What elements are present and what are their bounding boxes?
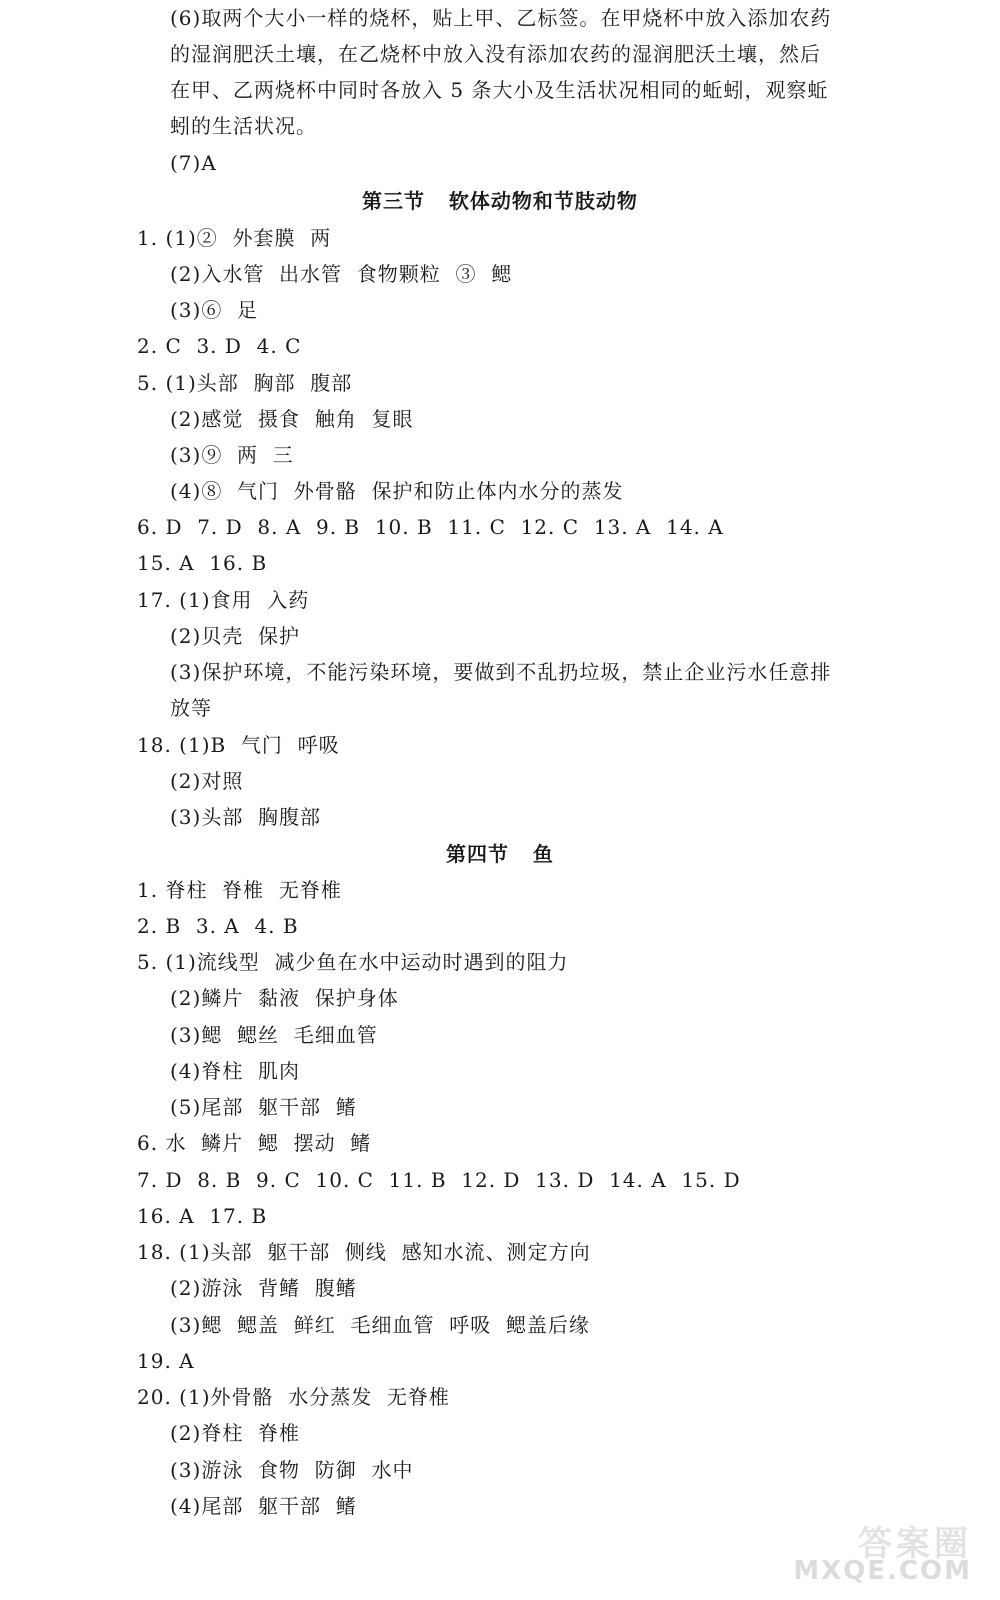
text-line: (4)脊柱 肌肉 [170, 1059, 301, 1083]
text-line: 16. A 17. B [137, 1204, 268, 1228]
text-line: (2)入水管 出水管 食物颗粒 ③ 鳃 [170, 262, 513, 286]
text-line: 18. (1)头部 躯干部 侧线 感知水流、测定方向 [137, 1240, 591, 1264]
text-line: (2)鳞片 黏液 保护身体 [170, 986, 399, 1010]
text-line: 2. B 3. A 4. B [137, 914, 299, 938]
text-line: 18. (1)B 气门 呼吸 [137, 733, 340, 757]
text-line: 1. (1)② 外套膜 两 [137, 226, 332, 250]
text-line: 20. (1)外骨骼 水分蒸发 无脊椎 [137, 1385, 450, 1409]
text-line: 1. 脊柱 脊椎 无脊椎 [137, 878, 342, 902]
text-line: (2)贝壳 保护 [170, 624, 301, 648]
text-line: 7. D 8. B 9. C 10. C 11. B 12. D 13. D 14. A 15. D [137, 1168, 741, 1192]
text-line: (3)保护环境，不能污染环境，要做到不乱扔垃圾，禁止企业污水任意排 [170, 660, 832, 684]
text-line: (7)A [170, 151, 217, 175]
text-line: 6. D 7. D 8. A 9. B 10. B 11. C 12. C 13. A 14. A [137, 515, 724, 539]
text-line: (6)取两个大小一样的烧杯，贴上甲、乙标签。在甲烧杯中放入添加农药 [170, 6, 832, 30]
text-line: (4)⑧ 气门 外骨骼 保护和防止体内水分的蒸发 [170, 479, 624, 503]
text-line: (2)游泳 背鳍 腹鳍 [170, 1276, 357, 1300]
text-line: 5. (1)流线型 减少鱼在水中运动时遇到的阻力 [137, 950, 569, 974]
section-heading: 第四节 鱼 [446, 842, 554, 866]
watermark-logo-text: 答案圈 [858, 1524, 972, 1564]
text-line: 19. A [137, 1349, 195, 1373]
text-line: (2)对照 [170, 769, 244, 793]
text-line: 在甲、乙两烧杯中同时各放入 5 条大小及生活状况相同的蚯蚓，观察蚯 [170, 78, 829, 102]
text-line: (3)游泳 食物 防御 水中 [170, 1458, 414, 1482]
text-line: (3)⑥ 足 [170, 298, 259, 322]
text-line: (3)鳃 鳃丝 毛细血管 [170, 1023, 378, 1047]
text-line: (2)感觉 摄食 触角 复眼 [170, 407, 414, 431]
text-line: 2. C 3. D 4. C [137, 334, 302, 358]
text-line: (5)尾部 躯干部 鳍 [170, 1095, 357, 1119]
text-line: 放等 [170, 696, 212, 720]
text-line: (3)⑨ 两 三 [170, 443, 294, 467]
text-line: (3)头部 胸腹部 [170, 805, 322, 829]
text-line: 5. (1)头部 胸部 腹部 [137, 371, 353, 395]
site-watermark [793, 1516, 972, 1586]
text-line: 15. A 16. B [137, 551, 268, 575]
text-line: 的湿润肥沃土壤，在乙烧杯中放入没有添加农药的湿润肥沃土壤，然后 [170, 42, 821, 66]
text-line: 17. (1)食用 入药 [137, 588, 310, 612]
watermark-domain: MXQE.COM [793, 1556, 972, 1586]
text-line: (4)尾部 躯干部 鳍 [170, 1494, 357, 1518]
text-line: (3)鳃 鳃盖 鲜红 毛细血管 呼吸 鳃盖后缘 [170, 1313, 590, 1337]
text-line: 蚓的生活状况。 [170, 114, 317, 138]
text-line: (2)脊柱 脊椎 [170, 1421, 301, 1445]
text-line: 6. 水 鳞片 鳃 摆动 鳍 [137, 1131, 372, 1155]
section-heading: 第三节 软体动物和节肢动物 [362, 189, 638, 213]
